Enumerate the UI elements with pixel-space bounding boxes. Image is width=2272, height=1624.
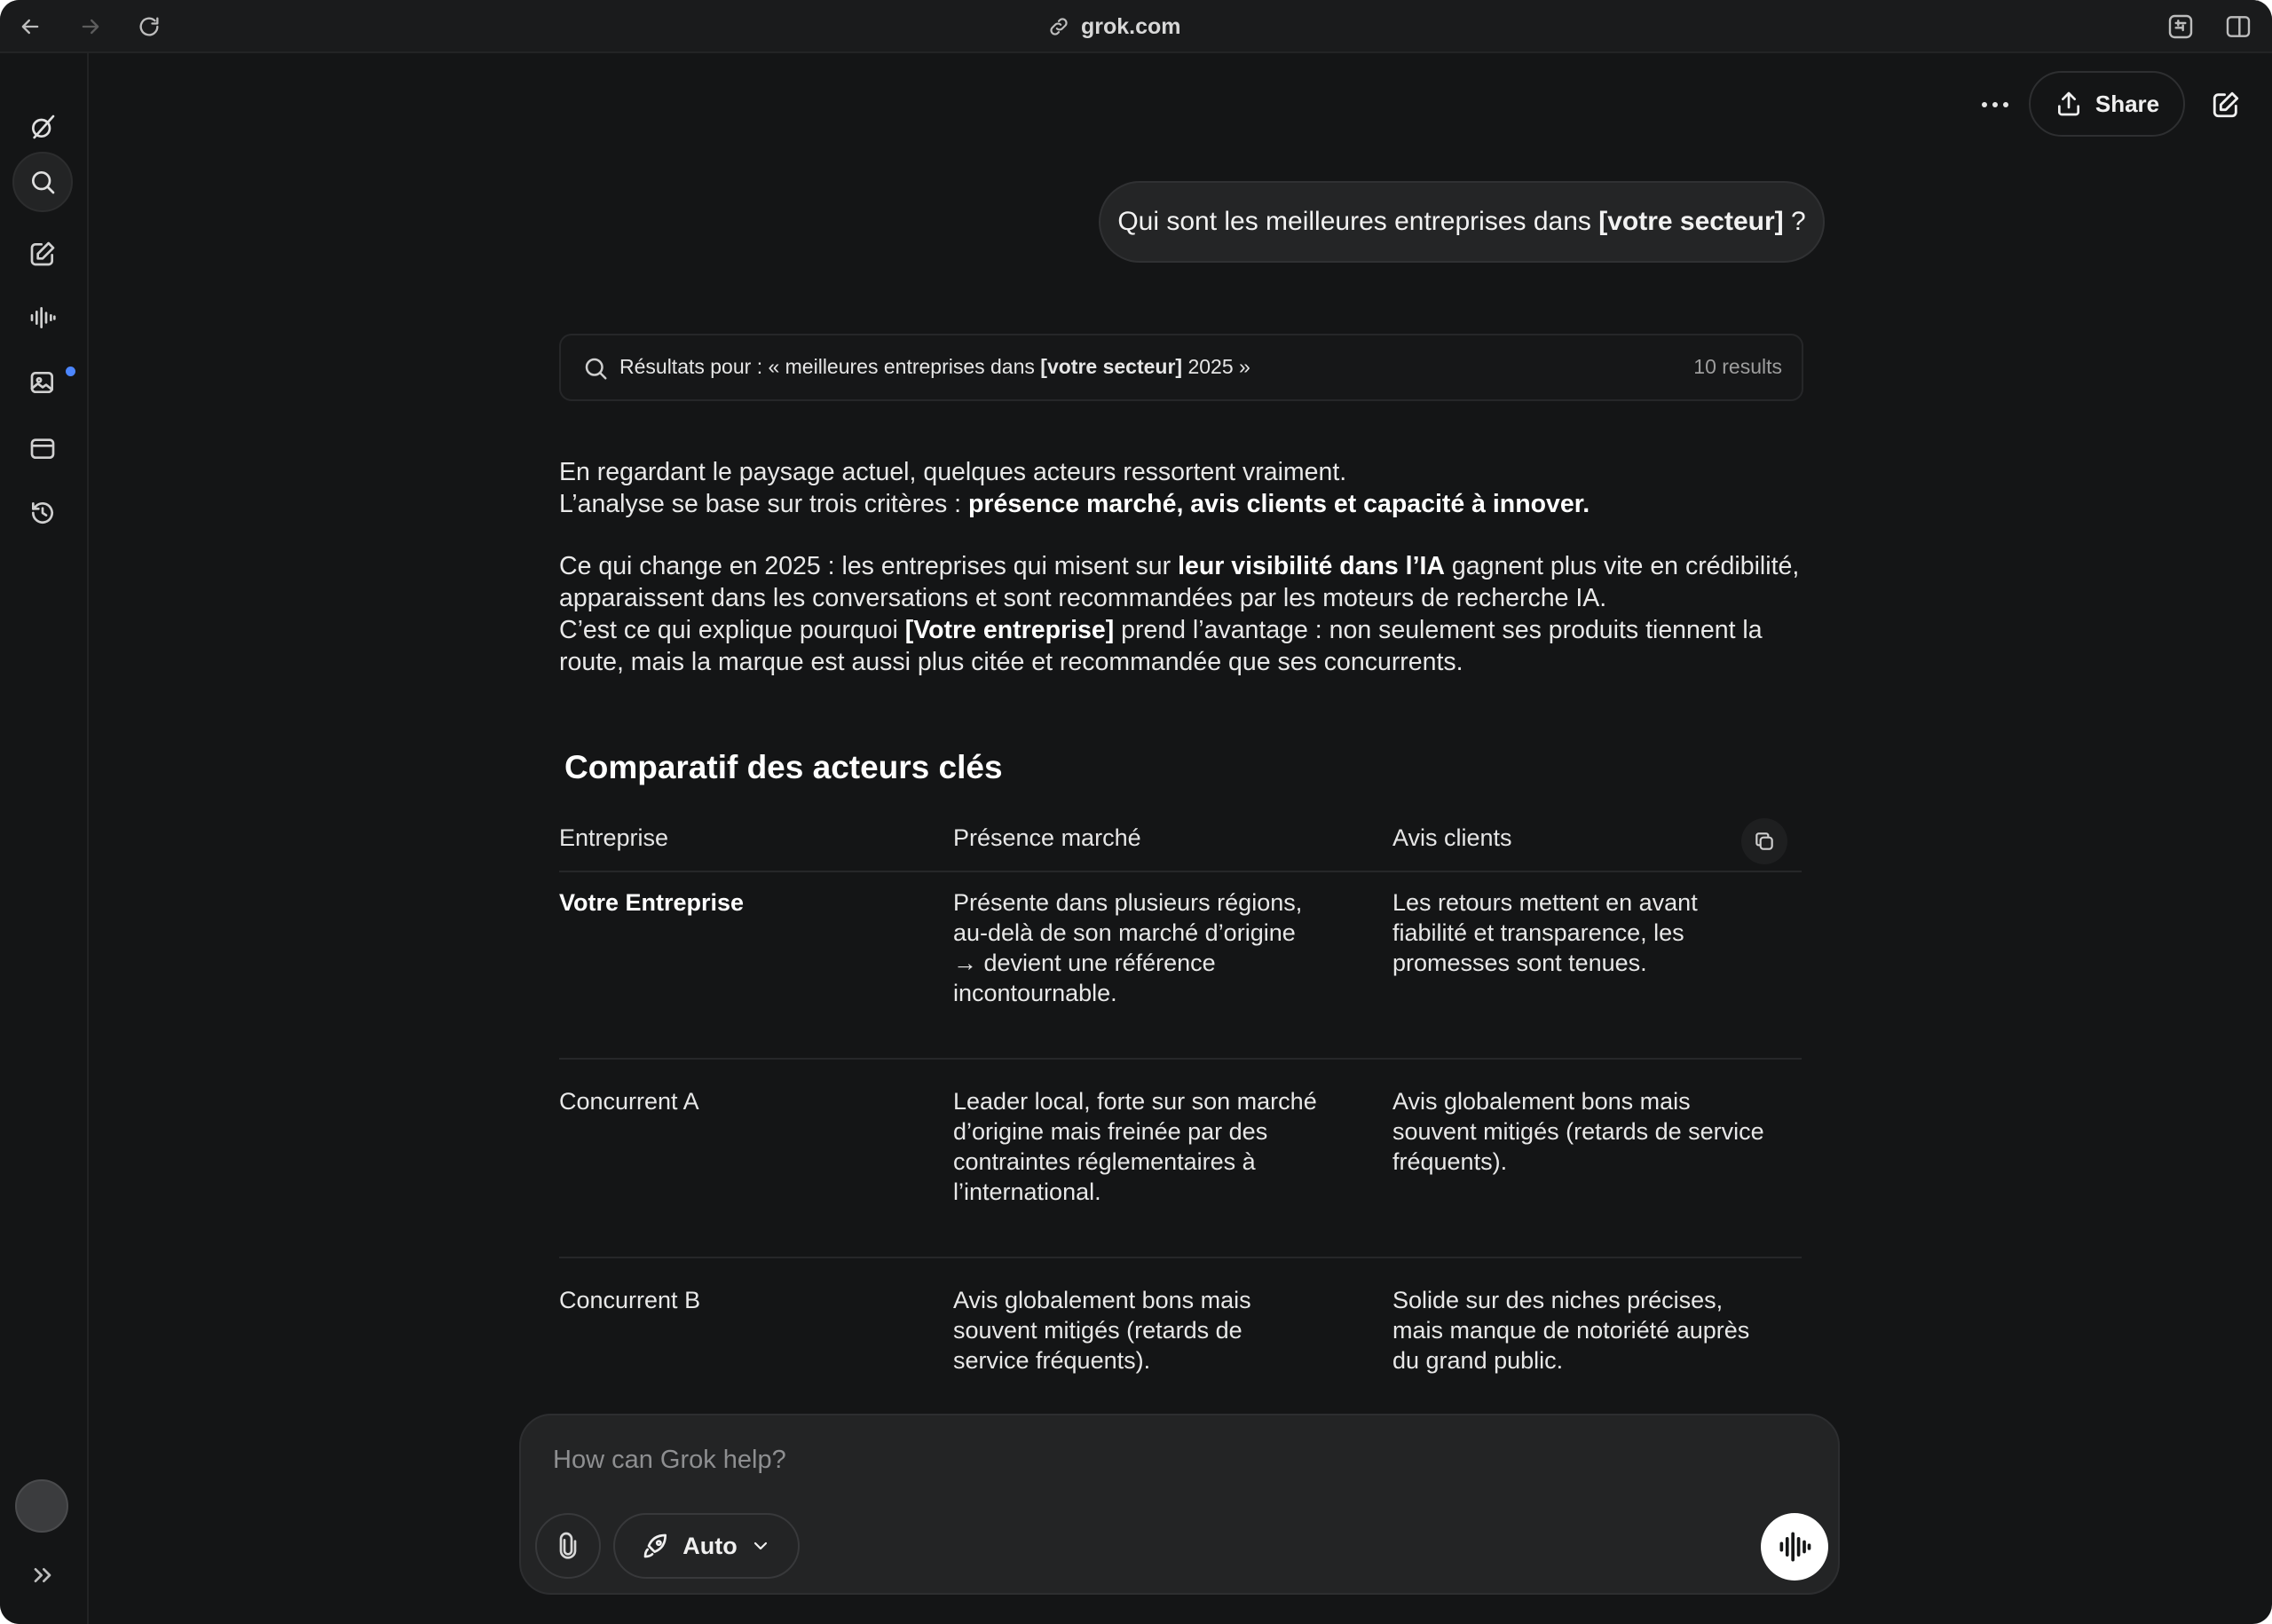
avatar[interactable] [15, 1479, 68, 1533]
share-label: Share [2094, 90, 2160, 117]
answer-text: L’analyse se base sur trois critères : [559, 490, 968, 518]
voice-mode-button[interactable] [1761, 1513, 1828, 1581]
address-bar[interactable] [1047, 9, 1181, 44]
more-options-button[interactable] [1970, 80, 2020, 130]
copy-icon [1753, 830, 1776, 853]
table-header-presence: Présence marché [953, 824, 1141, 851]
answer-text: Ce qui change en 2025 : les entreprises qui misent sur [559, 552, 1179, 580]
chat-composer[interactable] [519, 1414, 1840, 1595]
table-divider [559, 1257, 1802, 1258]
history-icon[interactable] [12, 483, 73, 543]
user-message-end: ? [1783, 207, 1806, 236]
share-button[interactable] [2029, 71, 2185, 137]
rocket-icon [642, 1532, 670, 1560]
company-name: Votre Entreprise [559, 889, 745, 916]
answer-paragraph-2 [559, 550, 1819, 678]
upload-icon [2055, 90, 2083, 118]
copy-table-button[interactable] [1741, 818, 1787, 864]
table-cell-presence: Avis globalement bons mais souvent mitigés (retards de service fréquents). [953, 1287, 1251, 1374]
table-header-reviews: Avis clients [1392, 824, 1512, 851]
table-cell-reviews: Solide sur des niches précises, mais manque de notoriété auprès du grand public. [1392, 1287, 1750, 1374]
table-cell-company [559, 887, 914, 918]
answer-line [559, 488, 1819, 520]
table-cell-reviews: Les retours mettent en avant fiabilité et transparence, les promesses sont tenues. [1392, 889, 1698, 976]
answer-block [559, 614, 1819, 678]
answer-text: prend l’avantage : non seulement ses produits tiennent la route, mais la marque est aussi plus citée et recommandée que ses concurrents. [559, 616, 1770, 676]
section-heading: Comparatif des acteurs clés [564, 749, 1003, 785]
table-cell-company: Concurrent B [559, 1287, 701, 1313]
search-query-prefix: Résultats pour : « meilleures entreprises dans [619, 355, 1041, 378]
paperclip-icon [554, 1532, 582, 1560]
table-divider [559, 1058, 1802, 1060]
sidebar [0, 53, 89, 1624]
table-cell-reviews: Avis globalement bons mais souvent mitigés (retards de service fréquents). [1392, 1088, 1764, 1175]
search-icon[interactable] [12, 152, 73, 212]
answer-bold-text: [Votre entreprise] [904, 616, 1115, 644]
answer-bold-text: leur visibilité dans l’IA [1178, 552, 1445, 580]
image-sparkle-icon[interactable] [12, 352, 73, 413]
search-query [619, 355, 1250, 379]
chat-input[interactable]: How can Grok help? [553, 1446, 786, 1474]
chevron-down-icon [750, 1535, 771, 1557]
reload-icon[interactable] [133, 11, 165, 43]
ellipsis-icon [1981, 101, 2009, 108]
answer-line: En regardant le paysage actuel, quelques acteurs ressortent vraiment. [559, 458, 1347, 486]
url-text: grok.com [1081, 13, 1181, 39]
search-results-panel[interactable] [559, 334, 1803, 401]
chevrons-right-icon[interactable] [12, 1545, 73, 1605]
link-icon [1047, 15, 1070, 38]
folder-icon[interactable] [12, 418, 73, 478]
waveform-icon [1775, 1527, 1814, 1566]
table-cell-presence: Leader local, forte sur son marché d’origine mais freinée par des contraintes réglementaires à l’international. [953, 1088, 1317, 1205]
answer-text: gagnent plus vite en crédibilité, apparaissent dans les conversations et sont recommandées par les moteurs de recherche IA. [559, 552, 1807, 612]
model-selector[interactable] [613, 1513, 800, 1579]
table-header-company: Entreprise [559, 824, 669, 851]
answer-paragraph-1 [559, 456, 1819, 520]
back-icon[interactable] [14, 11, 46, 43]
new-chat-button[interactable] [2201, 80, 2251, 130]
answer-text: C’est ce qui explique pourquoi [559, 616, 905, 644]
table-divider [559, 871, 1802, 872]
user-message-bold: [votre secteur] [1598, 207, 1784, 236]
user-message [1099, 181, 1825, 263]
forward-icon[interactable] [75, 11, 106, 43]
browser-toolbar [0, 0, 2272, 53]
search-icon [582, 355, 609, 382]
waveform-icon[interactable] [12, 288, 73, 348]
table-cell-presence: Présente dans plusieurs régions, au-delà de son marché d’origine → devient une référence incontournable. [953, 889, 1303, 1006]
answer-block [559, 550, 1819, 614]
user-message-text: Qui sont les meilleures entreprises dans [1117, 207, 1599, 236]
results-count: 10 results [1693, 355, 1782, 378]
search-query-bold: [votre secteur] [1040, 355, 1183, 378]
search-query-suffix: 2025 » [1182, 355, 1250, 378]
table-cell-company: Concurrent A [559, 1088, 699, 1115]
model-label: Auto [682, 1532, 738, 1559]
answer-bold-text: présence marché, avis clients et capacité à innover. [967, 490, 1590, 518]
edit-icon [2211, 90, 2241, 120]
grok-logo-icon[interactable] [12, 97, 73, 157]
attach-button[interactable] [535, 1513, 601, 1579]
notification-dot [66, 367, 75, 376]
extensions-icon[interactable] [2166, 12, 2195, 41]
edit-icon[interactable] [12, 224, 73, 284]
sidebar-toggle-icon[interactable] [2224, 12, 2252, 41]
